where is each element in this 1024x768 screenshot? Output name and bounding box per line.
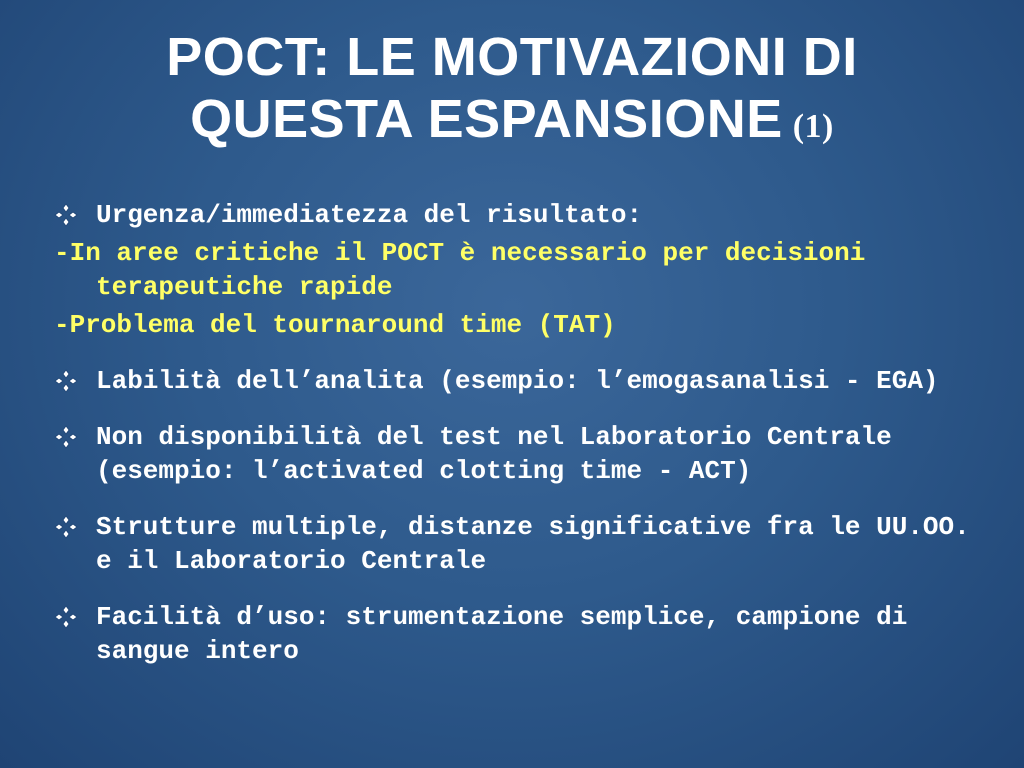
diamond-bullet-icon [54,510,96,544]
sub-item-tat: -Problema del tournaround time (TAT) [54,310,616,340]
title-line-2-text: QUESTA ESPANSIONE [190,89,783,149]
title-suffix: (1) [792,108,834,145]
bullet-item-urgency [54,198,994,232]
bullet-text: Labilità dell’analita (esempio: l’emogasanalisi - EGA) [96,366,939,396]
diamond-bullet-icon [54,198,96,232]
sub-item-critical-areas: -In aree critiche il POCT è necessario per decisioni terapeutiche rapide [54,238,866,302]
title-line-1: POCT: LE MOTIVAZIONI DI [166,27,858,87]
slide-content [54,198,994,668]
bullet-item-ease-of-use [54,600,994,668]
bullet-text: Facilità d’uso: strumentazione semplice, campione di sangue intero [96,602,908,666]
slide-title [0,26,1024,158]
bullet-text: Urgenza/immediatezza del risultato: [96,200,643,230]
bullet-text: Non disponibilità del test nel Laboratorio Centrale (esempio: l’activated clotting time - ACT) [96,422,892,486]
bullet-item-test-unavailable [54,420,994,488]
diamond-bullet-icon [54,600,96,634]
title-line-2 [0,88,1024,158]
bullet-text: Strutture multiple, distanze significative fra le UU.OO. e il Laboratorio Centrale [96,512,970,576]
bullet-item-analyte-lability [54,364,994,398]
diamond-bullet-icon [54,420,96,454]
diamond-bullet-icon [54,364,96,398]
bullet-item-multiple-structures [54,510,994,578]
